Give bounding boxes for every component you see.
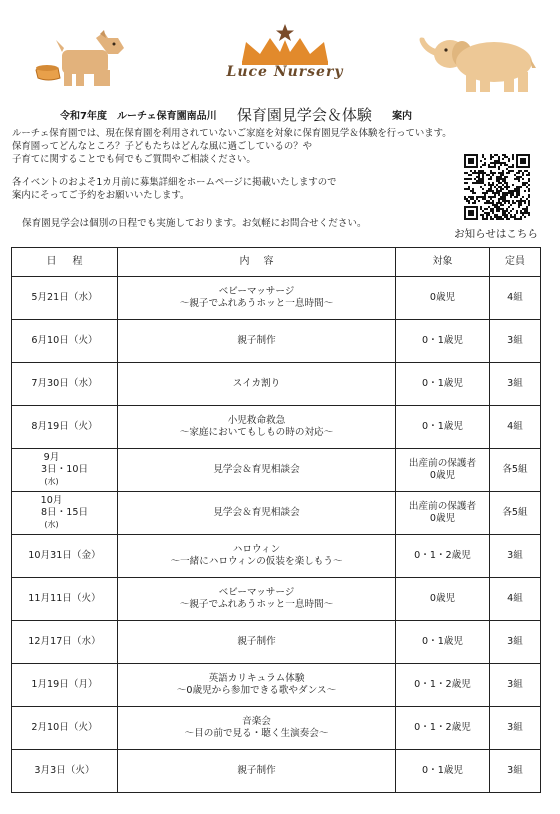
schedule-table: [11, 247, 541, 793]
qr-caption: お知らせはこちら: [454, 228, 538, 240]
cell-content: 親子制作: [118, 621, 396, 664]
cell-date: 1月19日（月）: [12, 664, 118, 707]
table-row: [12, 406, 541, 449]
cell-date: 2月10日（火）: [12, 707, 118, 750]
cell-date: 10月31日（金）: [12, 535, 118, 578]
cell-target: 0・1歳児: [396, 750, 490, 793]
note-text: 保育園見学会は個別の日程でも実施しております。お気軽にお問合せください。: [22, 218, 367, 229]
cell-target: 0・1歳児: [396, 363, 490, 406]
cell-target: 0・1歳児: [396, 406, 490, 449]
table-row: [12, 621, 541, 664]
header-capacity: 定員: [490, 248, 541, 277]
cell-content: 音楽会 ～目の前で見る・聴く生演奏会～: [118, 707, 396, 750]
cell-target: 0歳児: [396, 277, 490, 320]
cell-date: 10月 8日・15日 (水): [12, 492, 118, 535]
header-target: 対象: [396, 248, 490, 277]
cell-target: 0歳児: [396, 578, 490, 621]
cell-content: ベビーマッサージ ～親子でふれあうホッと一息時間～: [118, 578, 396, 621]
cell-capacity: 3組: [490, 750, 541, 793]
logo-text: Luce Nursery: [226, 64, 344, 80]
intro-text: [12, 127, 482, 202]
cell-content: 英語カリキュラム体験 ～0歳児から参加できる歌やダンス～: [118, 664, 396, 707]
cell-date: 12月17日（水）: [12, 621, 118, 664]
cell-target: 0・1歳児: [396, 621, 490, 664]
cell-content: ベビーマッサージ ～親子でふれあうホッと一息時間～: [118, 277, 396, 320]
cell-capacity: 4組: [490, 406, 541, 449]
cell-target: 出産前の保護者 0歳児: [396, 492, 490, 535]
cell-content: 見学会＆育児相談会: [118, 492, 396, 535]
cell-content: スイカ割り: [118, 363, 396, 406]
page-title: [60, 104, 500, 126]
cell-content: 親子制作: [118, 750, 396, 793]
cell-target: 出産前の保護者 0歳児: [396, 449, 490, 492]
schedule-body: [12, 277, 541, 793]
cell-capacity: 4組: [490, 277, 541, 320]
luce-nursery-logo: [220, 22, 350, 92]
table-row: [12, 320, 541, 363]
cell-date: 8月19日（火）: [12, 406, 118, 449]
table-row: [12, 707, 541, 750]
table-row: [12, 277, 541, 320]
cell-target: 0・1・2歳児: [396, 535, 490, 578]
intro-line: ルーチェ保育園では、現在保育園を利用されていないご家庭を対象に保育園見学＆体験を行っています。: [12, 128, 452, 139]
cell-capacity: 各5組: [490, 449, 541, 492]
cell-date: 11月11日（火）: [12, 578, 118, 621]
table-header-row: [12, 248, 541, 277]
cell-capacity: 各5組: [490, 492, 541, 535]
cell-date: 3月3日（火）: [12, 750, 118, 793]
table-row: [12, 578, 541, 621]
table-row: [12, 750, 541, 793]
cell-content: 見学会＆育児相談会: [118, 449, 396, 492]
cell-date: 6月10日（火）: [12, 320, 118, 363]
cell-target: 0・1・2歳児: [396, 707, 490, 750]
elephant-illustration: [414, 32, 538, 94]
header-content: 内容: [118, 248, 396, 277]
table-row: [12, 492, 541, 535]
cell-content: 親子制作: [118, 320, 396, 363]
cell-content: ハロウィン ～一緒にハロウィンの仮装を楽しもう～: [118, 535, 396, 578]
table-row: [12, 535, 541, 578]
title-suffix: 案内: [392, 111, 413, 122]
cell-capacity: 3組: [490, 320, 541, 363]
intro-line: 保育園ってどんなところ？子どもたちはどんな風に過ごしているの？や: [12, 141, 313, 152]
cell-date: 5月21日（水）: [12, 277, 118, 320]
cell-date: 9月 3日・10日 (水): [12, 449, 118, 492]
title-main: 保育園見学会＆体験: [236, 106, 372, 124]
title-prefix: 令和7年度 ルーチェ保育園南品川: [60, 111, 217, 122]
intro-line: 案内にそってご予約をお願いいたします。: [12, 190, 190, 201]
cell-target: 0・1歳児: [396, 320, 490, 363]
cell-target: 0・1・2歳児: [396, 664, 490, 707]
qr-code-icon[interactable]: [464, 154, 530, 220]
cell-capacity: 3組: [490, 664, 541, 707]
cell-capacity: 4組: [490, 578, 541, 621]
dog-illustration: [34, 30, 126, 90]
cell-capacity: 3組: [490, 621, 541, 664]
crown-icon: [220, 22, 350, 67]
cell-capacity: 3組: [490, 535, 541, 578]
intro-line: 各イベントのおよそ1カ月前に募集詳細をホームページに掲載いたしますので: [12, 177, 337, 188]
cell-date: 7月30日（水）: [12, 363, 118, 406]
table-row: [12, 664, 541, 707]
cell-capacity: 3組: [490, 363, 541, 406]
cell-content: 小児救命救急 ～家庭においてもしもの時の対応～: [118, 406, 396, 449]
cell-capacity: 3組: [490, 707, 541, 750]
header-date: 日程: [12, 248, 118, 277]
intro-line: 子育てに関することでも何でもご質問やご相談ください。: [12, 154, 256, 165]
table-row: [12, 363, 541, 406]
table-row: [12, 449, 541, 492]
